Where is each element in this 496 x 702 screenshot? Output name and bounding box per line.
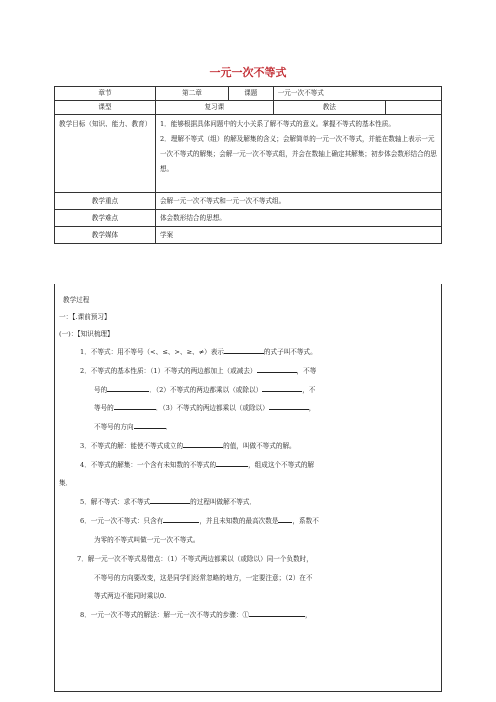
type-label: 课型 [55, 101, 156, 115]
list-item-continuation: 不等号的方向要改变，这是同学们经常忽略的地方，一定要注意；（2）在不 [94, 574, 313, 582]
blank-line [163, 516, 199, 523]
goals-label: 教学目标（知识、能力、教育） [55, 115, 156, 193]
list-item: 7．解一元一次不等式易错点：（1）不等式两边都乘以（或除以）同一个负数时， [77, 555, 313, 563]
blank-line [262, 385, 302, 392]
chapter-label: 章节 [55, 87, 156, 101]
lesson-info-table [54, 86, 442, 244]
blank-line [183, 441, 223, 448]
list-item: 5．解不等式：求不等式 的过程叫做解不等式． [80, 498, 257, 506]
method-label: 教法 [273, 101, 385, 115]
goal-item: 2．理解不等式（组）的解及解集的含义；会解简单的一元一次不等式，并能在数轴上表示一元一次不等式的解集；会解一元一次不等式组，并会在数轴上确定其解集；初步体会数形结合的思想。 [159, 135, 437, 174]
difficulty-value: 体会数形结合的思想。 [155, 210, 441, 227]
list-item: 6．一元一次不等式：只含有 ，并且未知数的最高次数是 ，系数不 [80, 517, 319, 525]
goal-item: 1．能够根据具体问题中的大小关系了解不等式的意义。掌握不等式的基本性质。 [159, 120, 395, 128]
blank-line [224, 347, 264, 354]
section-preview: 一：【.课前预习】 [59, 313, 111, 321]
subsection-knowledge: (一)：【知识梳理】 [59, 330, 114, 338]
blank-line [278, 516, 292, 523]
difficulty-label: 教学难点 [55, 210, 156, 227]
list-item: 号的 ．（2）不等式的两边都乘以（或除以） ，不 [94, 386, 316, 394]
chapter-value: 第二章 [155, 87, 228, 101]
list-item: 4．不等式的解集：一个含有未知数的不等式的 ，组成这个不等式的解 [80, 461, 315, 469]
page-title: 一元一次不等式 [209, 66, 287, 79]
list-item: 3．不等式的解：能使不等式成立的 的值，叫做不等式的解。 [80, 442, 296, 450]
blank-line [216, 460, 248, 467]
blank-line [269, 403, 309, 410]
key-label: 教学重点 [55, 193, 156, 210]
list-item: 1．不等式：用不等号（<、≤、>、≥、≠）表示 的式子叫不等式。 [80, 348, 317, 356]
list-item-continuation: 为零的不等式叫做一元一次不等式。 [94, 536, 200, 544]
blank-line [134, 422, 166, 429]
list-item: 2．不等式的基本性质：（1）不等式的两边都加上（或减去） ，不等 [80, 367, 317, 375]
lesson-label: 课题 [228, 87, 273, 101]
blank-line [114, 403, 156, 410]
blank-line [107, 385, 149, 392]
blank-line [249, 610, 305, 617]
type-value: 复习课 [155, 101, 273, 115]
media-label: 教学媒体 [55, 227, 156, 244]
list-item-continuation: 集． [59, 479, 73, 487]
list-item: 8．一元一次不等式的解法：解一元一次不等式的步骤：① ， [80, 611, 312, 619]
key-value: 会解一元一次不等式和一元一次不等式组。 [155, 193, 441, 210]
list-item: 不等号的方向 ． [94, 423, 173, 431]
media-value: 学案 [155, 227, 441, 244]
method-value [385, 101, 441, 115]
process-heading: 教学过程 [63, 296, 90, 304]
lesson-value: 一元一次不等式 [273, 87, 441, 101]
teaching-process-section [54, 284, 442, 692]
blank-line [150, 497, 190, 504]
list-item: 等号的 ．（3）不等式的两边都乘以（或除以） ， [94, 404, 316, 412]
blank-line [257, 366, 297, 373]
list-item-continuation: 等式两边不能同时乘以0. [94, 592, 167, 600]
